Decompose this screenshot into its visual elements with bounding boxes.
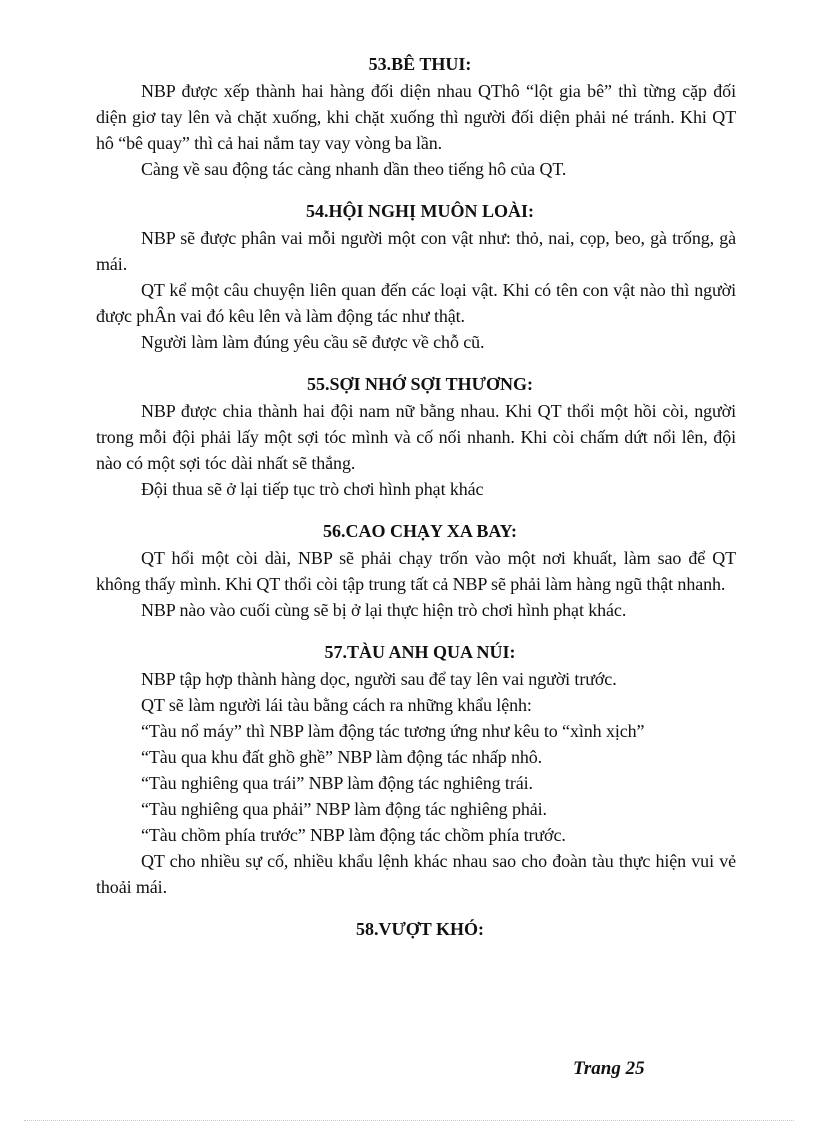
section-4 xyxy=(96,519,736,623)
section-paragraph: NBP sẽ được phân vai mỗi người một con vật như: thỏ, nai, cọp, beo, gà trống, gà mái. xyxy=(96,228,736,274)
section-2 xyxy=(96,199,736,355)
section-paragraph: NBP tập hợp thành hàng dọc, người sau để tay lên vai người trước. xyxy=(141,669,617,689)
section-paragraph: “Tàu nổ máy” thì NBP làm động tác tương ứng như kêu to “xình xịch” xyxy=(141,721,645,741)
section-heading: 56.CAO CHẠY XA BAY: xyxy=(322,521,518,541)
section-3 xyxy=(96,372,736,502)
section-paragraph: NBP được chia thành hai đội nam nữ bằng nhau. Khi QT thổi một hồi còi, người trong mỗi đội phải lấy một sợi tóc mình và cố nối nhanh. Khi còi chấm dứt nổi lên, đội nào có một sợi tóc dài nhất sẽ thắng. xyxy=(96,401,736,473)
section-paragraph: QT hổi một còi dài, NBP sẽ phải chạy trốn vào một nơi khuất, làm sao để QT không thấy mình. Khi QT thổi còi tập trung tất cả NBP sẽ phải làm hàng ngũ thật nhanh. xyxy=(96,548,736,594)
section-paragraph: NBP nào vào cuối cùng sẽ bị ở lại thực hiện trò chơi hình phạt khác. xyxy=(141,600,627,620)
page-content xyxy=(96,52,736,958)
section-heading: 53.BÊ THUI: xyxy=(368,54,472,74)
section-paragraph: “Tàu nghiêng qua trái” NBP làm động tác nghiêng trái. xyxy=(141,773,533,793)
section-heading: 54.HỘI NGHỊ MUÔN LOÀI: xyxy=(305,201,534,221)
section-heading: 57.TÀU ANH QUA NÚI: xyxy=(324,642,516,662)
section-paragraph: NBP được xếp thành hai hàng đối diện nhau QThô “lột gia bê” thì từng cặp đối diện giơ tay lên và chặt xuống, khi chặt xuống thì người đối diện phải né tránh. Khi QT hô “bê quay” thì cả hai nắm tay vay vòng ba lần. xyxy=(96,81,736,153)
section-6 xyxy=(96,917,736,941)
section-heading: 58.VƯỢT KHÓ: xyxy=(355,919,484,939)
section-paragraph: Người làm làm đúng yêu cầu sẽ được về chỗ cũ. xyxy=(141,332,485,352)
section-paragraph: QT cho nhiều sự cố, nhiều khẩu lệnh khác nhau sao cho đoàn tàu thực hiện vui vẻ thoải mái. xyxy=(96,851,736,897)
section-1 xyxy=(96,52,736,182)
section-paragraph: “Tàu chồm phía trước” NBP làm động tác chồm phía trước. xyxy=(141,825,566,845)
section-paragraph: “Tàu qua khu đất ghồ ghề” NBP làm động tác nhấp nhô. xyxy=(141,747,543,767)
section-paragraph: Đội thua sẽ ở lại tiếp tục trò chơi hình phạt khác xyxy=(141,479,484,499)
page-bottom-divider xyxy=(24,1120,794,1121)
section-5 xyxy=(96,640,736,900)
section-paragraph: QT sẽ làm người lái tàu bằng cách ra những khẩu lệnh: xyxy=(141,695,532,715)
section-paragraph: Càng về sau động tác càng nhanh dần theo tiếng hô của QT. xyxy=(141,159,567,179)
section-paragraph: “Tàu nghiêng qua phải” NBP làm động tác nghiêng phải. xyxy=(141,799,547,819)
section-paragraph: QT kể một câu chuyện liên quan đến các loại vật. Khi có tên con vật nào thì người được phÂn vai đó kêu lên và làm động tác như thật. xyxy=(96,280,736,326)
page-number: Trang 25 xyxy=(573,1058,645,1079)
section-heading: 55.SỢI NHỚ SỢI THƯƠNG: xyxy=(306,374,534,394)
